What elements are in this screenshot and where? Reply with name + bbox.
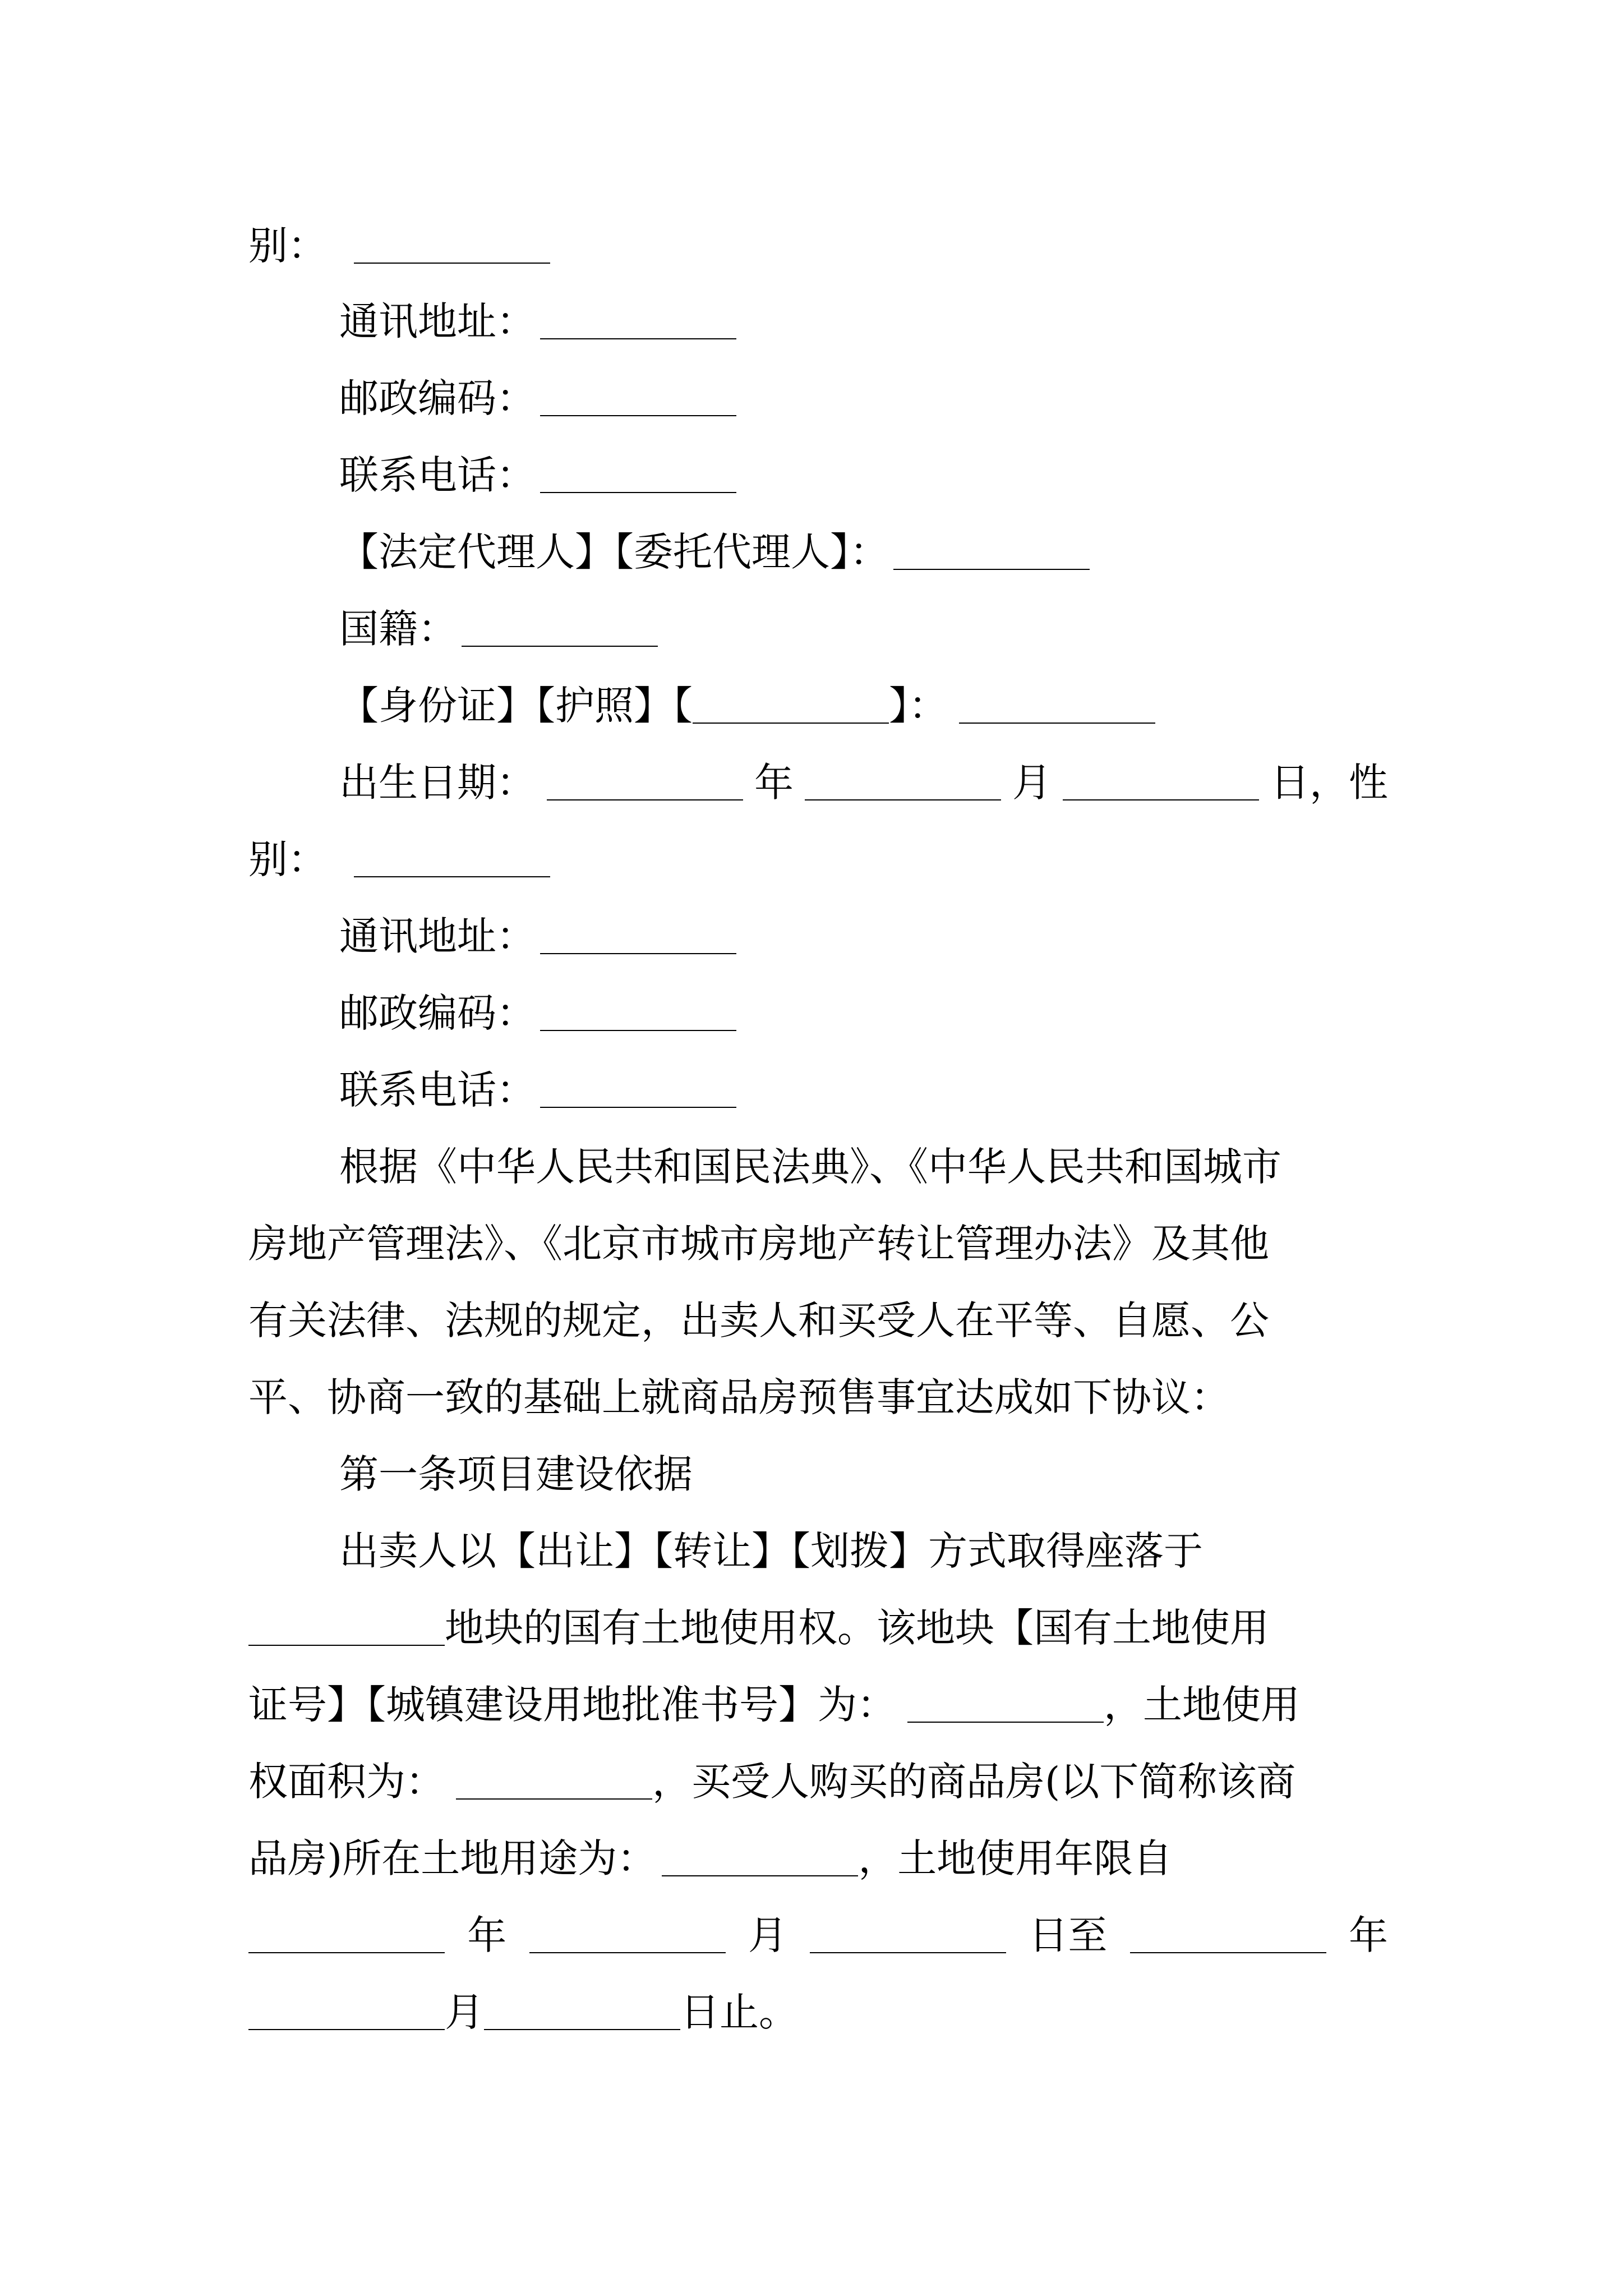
gender-line-1	[248, 208, 1388, 284]
birthdate-line	[339, 744, 1388, 821]
id-type-line	[339, 668, 1388, 744]
article-1-title	[339, 1436, 1388, 1512]
land-paragraph-line-2	[248, 1590, 1388, 1666]
birthdate-label: 出生日期：	[339, 760, 536, 806]
land-use-blank[interactable]	[662, 1841, 858, 1876]
gender-line-2	[248, 821, 1388, 898]
postcode-line-1	[339, 360, 1388, 436]
land-text-1: 出卖人以【出让】【转让】【划拨】方式取得座落于	[339, 1528, 1203, 1574]
gender-label: 别：	[248, 223, 327, 269]
address-blank-2[interactable]	[540, 918, 736, 954]
land-paragraph-line-6	[248, 1897, 1388, 1973]
postcode-label-2: 邮政编码：	[339, 990, 536, 1036]
end-month-label: 月	[445, 1989, 484, 2035]
address-line-2	[339, 898, 1388, 974]
agent-line	[339, 514, 1388, 590]
start-day-blank[interactable]	[810, 1917, 1006, 1953]
legal-basis-paragraph-line-2	[248, 1205, 1388, 1282]
birth-year-blank[interactable]	[547, 765, 743, 800]
article-1-title-text: 第一条项目建设依据	[339, 1451, 693, 1497]
land-paragraph-line-3	[248, 1667, 1388, 1743]
birth-month-blank[interactable]	[805, 765, 1001, 800]
agent-blank[interactable]	[893, 534, 1090, 570]
phone-line-1	[339, 437, 1388, 513]
land-text-5a: 品房)所在土地用途为：	[248, 1835, 657, 1881]
postcode-blank-2[interactable]	[540, 995, 736, 1031]
phone-line-2	[339, 1052, 1388, 1128]
legal-basis-text-2: 房地产管理法》、《北京市城市房地产转让管理办法》及其他	[248, 1221, 1269, 1267]
day-gender-label: 日，性	[1270, 760, 1388, 806]
year-label: 年	[754, 760, 794, 806]
nationality-blank[interactable]	[462, 611, 658, 647]
end-year-blank[interactable]	[1130, 1917, 1326, 1953]
legal-basis-text-3: 有关法律、法规的规定，出卖人和买受人在平等、自愿、公	[248, 1297, 1269, 1343]
end-label: 日止。	[680, 1989, 798, 2035]
gender-label-2: 别：	[248, 836, 327, 882]
start-month-blank[interactable]	[529, 1917, 726, 1953]
start-year-blank[interactable]	[248, 1917, 445, 1953]
id-type-label-b: 】：	[889, 683, 948, 729]
nationality-label: 国籍：	[339, 606, 457, 652]
address-line-1	[339, 283, 1388, 360]
land-text-5b: ，土地使用年限自	[858, 1835, 1173, 1881]
id-type-other-blank[interactable]	[693, 688, 889, 724]
postcode-line-2	[339, 975, 1388, 1051]
start-year-label: 年	[467, 1912, 507, 1958]
land-text-3b: ，土地使用	[1104, 1682, 1300, 1728]
legal-basis-paragraph-line-3	[248, 1282, 1388, 1359]
phone-label: 联系电话：	[339, 452, 536, 498]
gender-blank-2[interactable]	[354, 841, 550, 877]
land-text-4a: 权面积为：	[248, 1759, 445, 1805]
legal-basis-text-4: 平、协商一致的基础上就商品房预售事宜达成如下协议：	[248, 1374, 1230, 1420]
phone-label-2: 联系电话：	[339, 1067, 536, 1113]
end-day-blank[interactable]	[484, 1994, 680, 2030]
legal-basis-text-1: 根据《中华人民共和国民法典》、《中华人民共和国城市	[339, 1144, 1281, 1190]
gender-blank[interactable]	[354, 228, 550, 264]
end-month-blank[interactable]	[248, 1994, 445, 2030]
legal-basis-paragraph-line-4	[248, 1359, 1388, 1435]
id-type-label-a: 【身份证】【护照】【	[339, 683, 693, 729]
land-location-blank[interactable]	[248, 1610, 445, 1646]
land-paragraph-line-1	[339, 1513, 1388, 1589]
start-day-to-label: 日至	[1029, 1912, 1108, 1958]
land-paragraph-line-4	[248, 1743, 1388, 1820]
land-paragraph-line-7	[248, 1974, 1388, 2050]
id-number-blank[interactable]	[959, 688, 1155, 724]
agent-label: 【法定代理人】【委托代理人】：	[339, 529, 889, 575]
land-text-2: 地块的国有土地使用权。该地块【国有土地使用	[445, 1605, 1269, 1651]
land-text-4b: ，买受人购买的商品房(以下简称该商	[652, 1759, 1296, 1805]
land-paragraph-line-5	[248, 1820, 1388, 1897]
land-certificate-blank[interactable]	[907, 1687, 1104, 1723]
nationality-line	[339, 591, 1388, 667]
postcode-label: 邮政编码：	[339, 375, 536, 421]
address-label-2: 通讯地址：	[339, 913, 536, 959]
address-blank[interactable]	[540, 303, 736, 339]
phone-blank-2[interactable]	[540, 1072, 736, 1108]
land-text-3a: 证号】【城镇建设用地批准书号】为：	[248, 1682, 896, 1728]
month-label: 月	[1012, 760, 1052, 806]
address-label: 通讯地址：	[339, 298, 536, 344]
legal-basis-paragraph-line-1	[339, 1129, 1388, 1205]
phone-blank[interactable]	[540, 457, 736, 493]
start-month-label: 月	[748, 1912, 787, 1958]
birth-day-blank[interactable]	[1063, 765, 1259, 800]
postcode-blank[interactable]	[540, 380, 736, 416]
end-year-label: 年	[1348, 1912, 1388, 1958]
land-area-blank[interactable]	[456, 1764, 652, 1800]
